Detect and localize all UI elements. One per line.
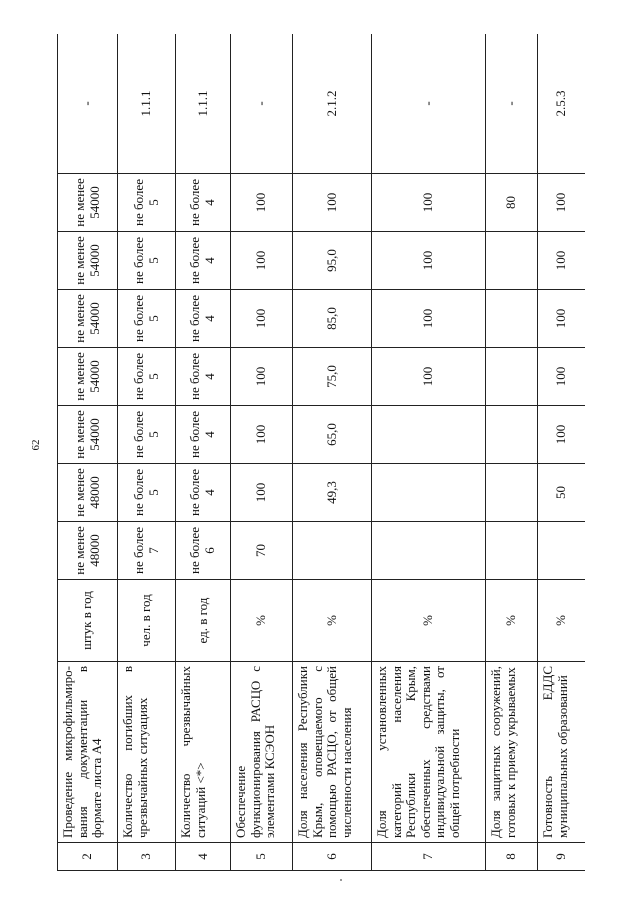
value-cell: 80 [486,174,538,232]
value-cell: 100 [231,232,293,290]
value-cell [486,522,538,580]
unit: % [486,580,538,662]
value-cell [372,464,486,522]
value-cell [486,406,538,464]
value-cell: 100 [538,348,586,406]
value-cell: 100 [538,174,586,232]
indicator-name: Готовность ЕДДС муниципальных образований [538,662,586,843]
value-cell: не более 4 [176,232,231,290]
value-cell: 100 [231,348,293,406]
code-cell: 2.5.3 [538,34,586,174]
value-cell [372,522,486,580]
table-row [231,34,293,871]
value-cell: не более 4 [176,174,231,232]
value-cell: 100 [372,290,486,348]
code-cell: 1.1.1 [118,34,176,174]
value-cell: 70 [231,522,293,580]
value-cell: не менее 48000 [58,522,118,580]
unit: штук в год [58,580,118,662]
table-row [372,34,486,871]
table-row [486,34,538,871]
row-number: 8 [486,843,538,871]
indicator-table [57,34,585,871]
value-cell: 100 [538,290,586,348]
value-cell: 100 [538,232,586,290]
row-number: 9 [538,843,586,871]
unit: % [372,580,486,662]
value-cell [538,522,586,580]
value-cell: не более 6 [176,522,231,580]
indicator-name: Обеспечение функционирования РАСЦО с элементами КСЭОН [231,662,293,843]
table-body [58,34,586,871]
indicator-name: Доля защитных сооружений, готовых к приему укрываемых [486,662,538,843]
value-cell [293,522,372,580]
value-cell: не более 4 [176,406,231,464]
value-cell: 100 [231,174,293,232]
indicator-name: Проведение микрофильмиро-вания документации в формате листа А4 [58,662,118,843]
unit: % [538,580,586,662]
code-cell: 1.1.1 [176,34,231,174]
value-cell: не более 5 [118,232,176,290]
code-cell: - [58,34,118,174]
value-cell: 100 [231,406,293,464]
table-row [293,34,372,871]
value-cell: не менее 48000 [58,464,118,522]
value-cell: не более 5 [118,290,176,348]
value-cell: не более 5 [118,174,176,232]
value-cell: 85,0 [293,290,372,348]
table-row [118,34,176,871]
row-number: 4 [176,843,231,871]
unit: % [231,580,293,662]
value-cell: 49,3 [293,464,372,522]
value-cell: 95,0 [293,232,372,290]
indicator-name: Количество погибших в чрезвычайных ситуациях [118,662,176,843]
value-cell: 100 [231,290,293,348]
table-wrapper [57,34,585,871]
table-row [176,34,231,871]
value-cell [486,348,538,406]
value-cell: не более 4 [176,348,231,406]
table-frame [57,34,585,871]
value-cell [486,464,538,522]
value-cell [486,290,538,348]
row-number: 6 [293,843,372,871]
row-number: 3 [118,843,176,871]
indicator-name: Доля установленных категорий населения Республики Крым, обеспеченных средствами индивидуальной защиты, от общей потребности [372,662,486,843]
value-cell: не более 5 [118,464,176,522]
value-cell: 100 [538,406,586,464]
value-cell: 100 [372,174,486,232]
value-cell: не менее 54000 [58,174,118,232]
value-cell: 100 [231,464,293,522]
scan-speck [340,879,342,881]
value-cell: не более 7 [118,522,176,580]
table-row [58,34,118,871]
code-cell: - [486,34,538,174]
value-cell: не более 4 [176,290,231,348]
unit: ед. в год [176,580,231,662]
value-cell: 100 [372,232,486,290]
code-cell: - [231,34,293,174]
value-cell: 100 [293,174,372,232]
value-cell: не менее 54000 [58,348,118,406]
value-cell: не более 4 [176,464,231,522]
value-cell: 100 [372,348,486,406]
value-cell: не менее 54000 [58,290,118,348]
value-cell: не менее 54000 [58,406,118,464]
row-number: 5 [231,843,293,871]
value-cell: не менее 54000 [58,232,118,290]
value-cell [486,232,538,290]
row-number: 7 [372,843,486,871]
indicator-name: Доля населения Республики Крым, оповещаемого с помощью РАСЦО, от общей численности населения [293,662,372,843]
code-cell: 2.1.2 [293,34,372,174]
code-cell: - [372,34,486,174]
unit: чел. в год [118,580,176,662]
value-cell: 75,0 [293,348,372,406]
value-cell: 50 [538,464,586,522]
value-cell [372,406,486,464]
row-number: 2 [58,843,118,871]
page-number: 62 [30,439,42,451]
value-cell: не более 5 [118,406,176,464]
indicator-name: Количество чрезвычайных ситуаций <*> [176,662,231,843]
table-row [538,34,586,871]
value-cell: не более 5 [118,348,176,406]
unit: % [293,580,372,662]
value-cell: 65,0 [293,406,372,464]
